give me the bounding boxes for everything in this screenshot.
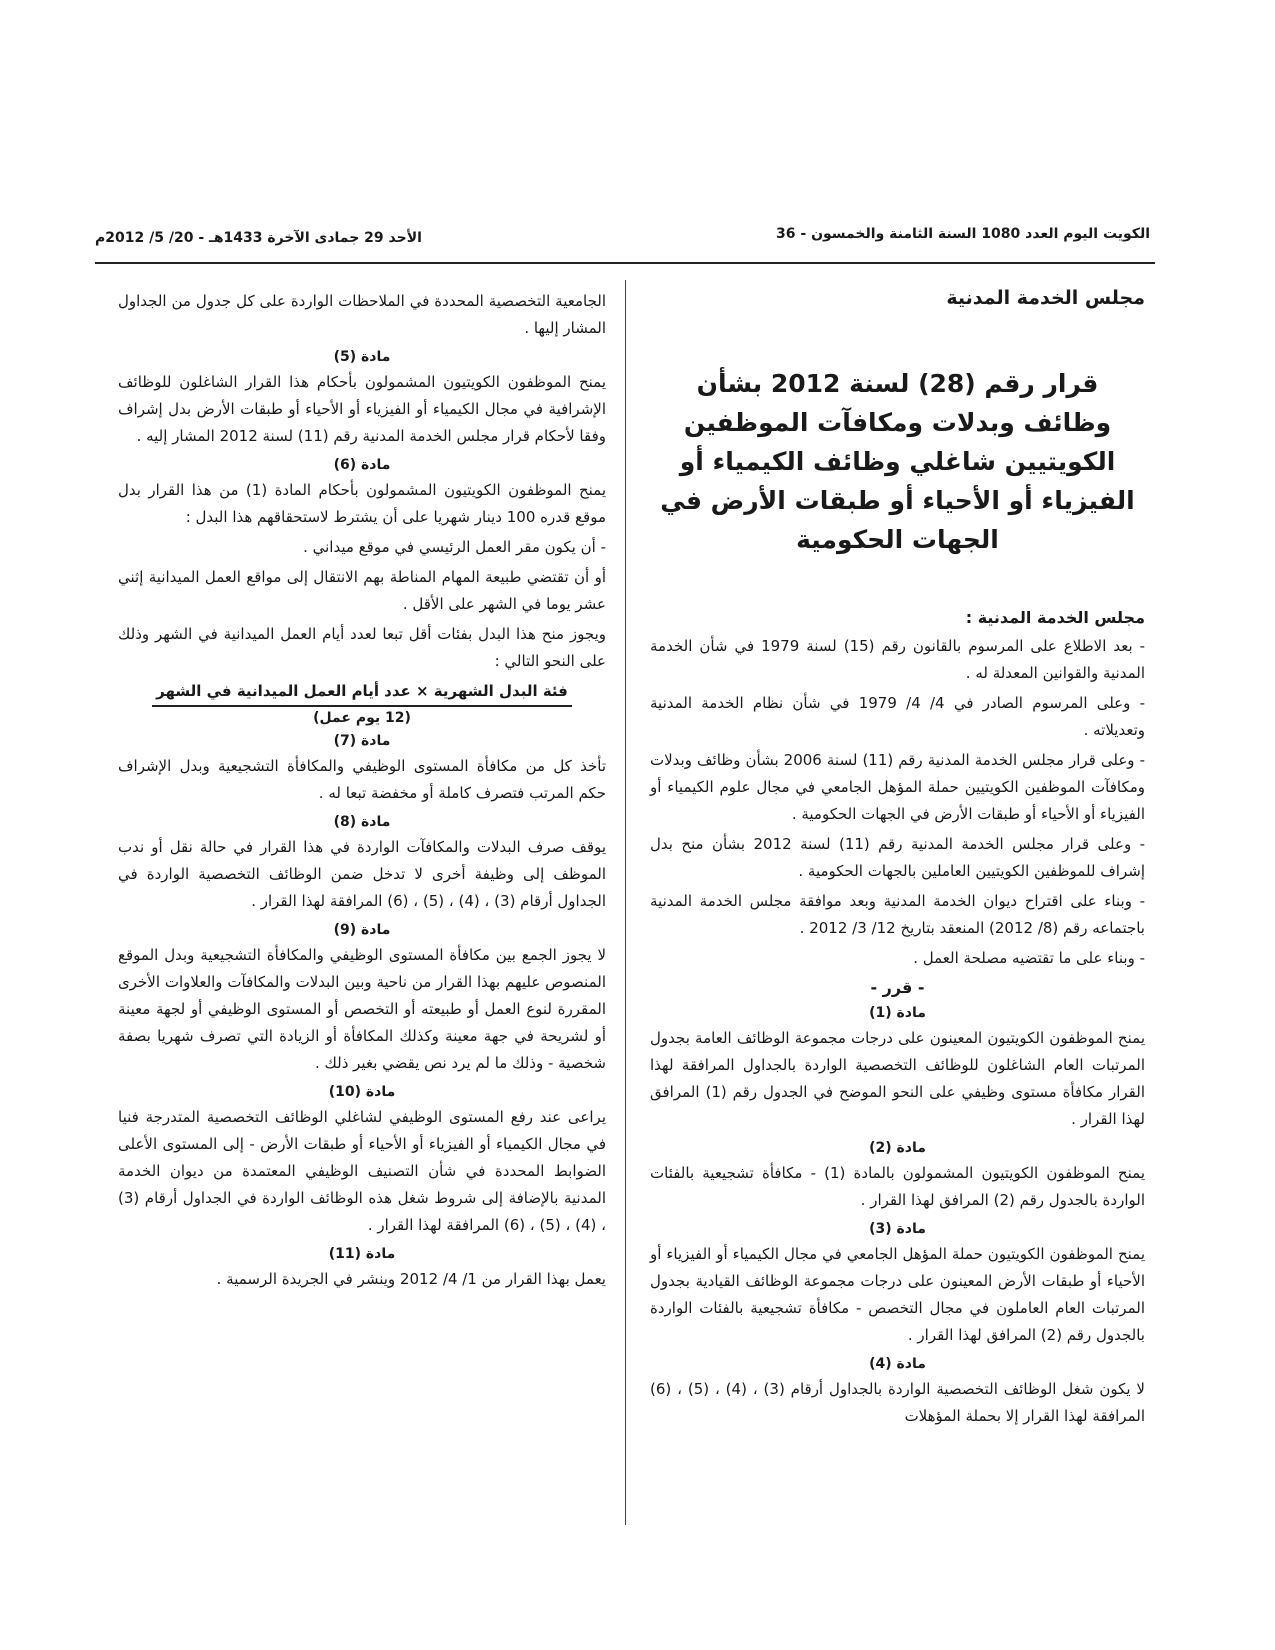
preamble-paragraph: - وعلى المرسوم الصادر في 4/ 4/ 1979 في شأن نظام الخدمة المدنية وتعديلاته .	[650, 694, 1146, 739]
article-heading: مادة (8)	[333, 814, 391, 830]
preamble-paragraph: - بعد الاطلاع على المرسوم بالقانون رقم (15) لسنة 1979 في شأن الخدمة المدنية والقوانين المعدلة له .	[650, 637, 1145, 682]
condition-item: أو أن تقتضي طبيعة المهام المناطة بهم الانتقال إلى مواقع العمل الميدانية إثني عشر يوما في الشهر على الأقل .	[118, 568, 606, 613]
preamble-paragraph: - وبناء على ما تقتضيه مصلحة العمل .	[913, 949, 1145, 967]
article-text: لا يجوز الجمع بين مكافأة المستوى الوظيفي والمكافأة التشجيعية وبدل الموقع المنصوص عليهم بهذا القرار من ناحية وبين البدلات والمكافآت والعلاوات الأخرى المقررة لنوع العمل أو طبيعته أو التخصص أو المستوى الوظيفي أو لجهة معينة أو لشريحة في جهة معينة وكذلك المكافأة أو الزيادة التي تصرف شهريا بصفة شخصية - وذلك ما لم يرد نص يقضي بغير ذلك .	[118, 946, 606, 1072]
article-text: يراعى عند رفع المستوى الوظيفي لشاغلي الوظائف التخصصية المتدرجة فنيا في مجال الكيمياء أو الفيزياء أو الأحياء أو طبقات الأرض - إلى المستوى الأعلى الضوابط المحددة في شأن التصنيف الوظيفي المعتمدة من ديوان الخدمة المدنية بالإضافة إلى شروط شغل هذه الوظائف الواردة في الجداول أرقام (3) ، (4) ، (5) ، (6) المرافقة لهذا القرار .	[118, 1108, 606, 1234]
article-text: يوقف صرف البدلات والمكافآت الواردة في هذا القرار في حالة نقل أو ندب الموظف إلى وظيفة أخرى لا تدخل ضمن الوظائف التخصصية الواردة في الجداول أرقام (3) ، (4) ، (5) ، (6) المرافقة لهذا القرار .	[118, 838, 606, 910]
article-heading: مادة (1)	[869, 1005, 926, 1021]
allowance-formula	[118, 678, 606, 729]
council-heading: مجلس الخدمة المدنية :	[965, 608, 1145, 627]
article-heading: مادة (10)	[328, 1084, 396, 1100]
article-text: يمنح الموظفون الكويتيون المعينون على درجات مجموعة الوظائف العامة بجدول المرتبات العام الشاغلون للوظائف التخصصية الواردة بالجداول المرافقة لهذا القرار مكافأة مستوى وظيفي على النحو الموضح في الجدول رقم (1) المرافق لهذا القرار .	[650, 1029, 1146, 1128]
header-date: الأحد 29 جمادى الآخرة 1433هـ - 20/ 5/ 2012م	[95, 230, 422, 246]
condition-item: - أن يكون مقر العمل الرئيسي في موقع ميداني .	[303, 538, 606, 556]
article-text: يمنح الموظفون الكويتيون حملة المؤهل الجامعي في مجال الكيمياء أو الفيزياء أو الأحياء أو طبقات الأرض المعينون على درجات مجموعة الوظائف القيادية بجدول المرتبات العام العاملون في مجال التخصص - مكافأة تشجيعية بالفئات الواردة بالجدول رقم (2) المرافق لهذا القرار .	[650, 1245, 1145, 1344]
formula-numerator: فئة البدل الشهرية × عدد أيام العمل الميدانية في الشهر	[152, 678, 572, 707]
header-issue-info: الكويت اليوم العدد 1080 السنة الثامنة والخمسون - 36	[776, 226, 1150, 242]
article-heading: مادة (7)	[333, 733, 391, 749]
header-rule	[95, 262, 1155, 264]
article-heading: مادة (4)	[869, 1356, 926, 1372]
column-divider	[625, 280, 626, 1525]
decree-title: قرار رقم (28) لسنة 2012 بشأن وظائف وبدلات ومكافآت الموظفين الكويتيين شاغلي وظائف الكيمياء أو الفيزياء أو الأحياء أو طبقات الأرض في الجهات الحكومية	[660, 369, 1135, 554]
decision-heading: - قرر -	[870, 978, 925, 997]
article-text: يمنح الموظفون الكويتيون المشمولون بأحكام المادة (1) من هذا القرار بدل موقع قدره 100 دينار شهريا على أن يشترط لاستحقاقهم هذا البدل :	[118, 481, 607, 526]
formula-denominator: (12 يوم عمل)	[313, 710, 411, 726]
preamble-paragraph: - وعلى قرار مجلس الخدمة المدنية رقم (11) لسنة 2006 بشأن وظائف وبدلات ومكافآت الموظفين الكويتيين حملة المؤهل الجامعي في مجال علوم الكيمياء أو الفيزياء أو الأحياء أو طبقات الأرض في الجهات الحكومية .	[650, 751, 1145, 823]
article-heading: مادة (3)	[869, 1221, 926, 1237]
article-text: يمنح الموظفون الكويتيون المشمولون بالمادة (1) - مكافأة تشجيعية بالفئات الواردة بالجدول رقم (2) المرافق لهذا القرار .	[650, 1164, 1145, 1209]
article-heading: مادة (5)	[333, 349, 391, 365]
article-heading: مادة (9)	[333, 922, 391, 938]
preamble-paragraph: - وعلى قرار مجلس الخدمة المدنية رقم (11) لسنة 2012 بشأن منح بدل إشراف للموظفين الكويتيين العاملين بالجهات الحكومية .	[650, 835, 1145, 880]
article-text: ويجوز منح هذا البدل بفئات أقل تبعا لعدد أيام العمل الميدانية في الشهر وذلك على النحو التالي :	[118, 625, 606, 670]
article-heading: مادة (2)	[869, 1140, 926, 1156]
article-heading: مادة (11)	[328, 1246, 396, 1262]
article-text: تأخذ كل من مكافأة المستوى الوظيفي والمكافأة التشجيعية وبدل الإشراف حكم المرتب فتصرف كاملة أو مخفضة تبعا له .	[118, 757, 606, 802]
article-heading: مادة (6)	[333, 457, 391, 473]
left-column	[118, 288, 606, 1296]
page-header	[95, 216, 1150, 256]
right-column	[650, 285, 1145, 1433]
section-title: مجلس الخدمة المدنية	[946, 287, 1145, 309]
article-text: لا يكون شغل الوظائف التخصصية الواردة بالجداول أرقام (3) ، (4) ، (5) ، (6) المرافقة لهذا القرار إلا بحملة المؤهلات	[650, 1380, 1145, 1425]
article-text: يعمل بهذا القرار من 1/ 4/ 2012 وينشر في الجريدة الرسمية .	[216, 1270, 606, 1288]
continued-text: الجامعية التخصصية المحددة في الملاحظات الواردة على كل جدول من الجداول المشار إليها .	[118, 292, 606, 337]
article-text: يمنح الموظفون الكويتيون المشمولون بأحكام هذا القرار الشاغلون للوظائف الإشرافية في مجال الكيمياء أو الفيزياء أو الأحياء أو طبقات الأرض بدل إشراف وفقا لأحكام قرار مجلس الخدمة المدنية رقم (11) لسنة 2012 المشار إليه .	[118, 373, 606, 445]
preamble-paragraph: - وبناء على اقتراح ديوان الخدمة المدنية وبعد موافقة مجلس الخدمة المدنية باجتماعه رقم (8/ 2012) المنعقد بتاريخ 12/ 3/ 2012 .	[650, 892, 1145, 937]
